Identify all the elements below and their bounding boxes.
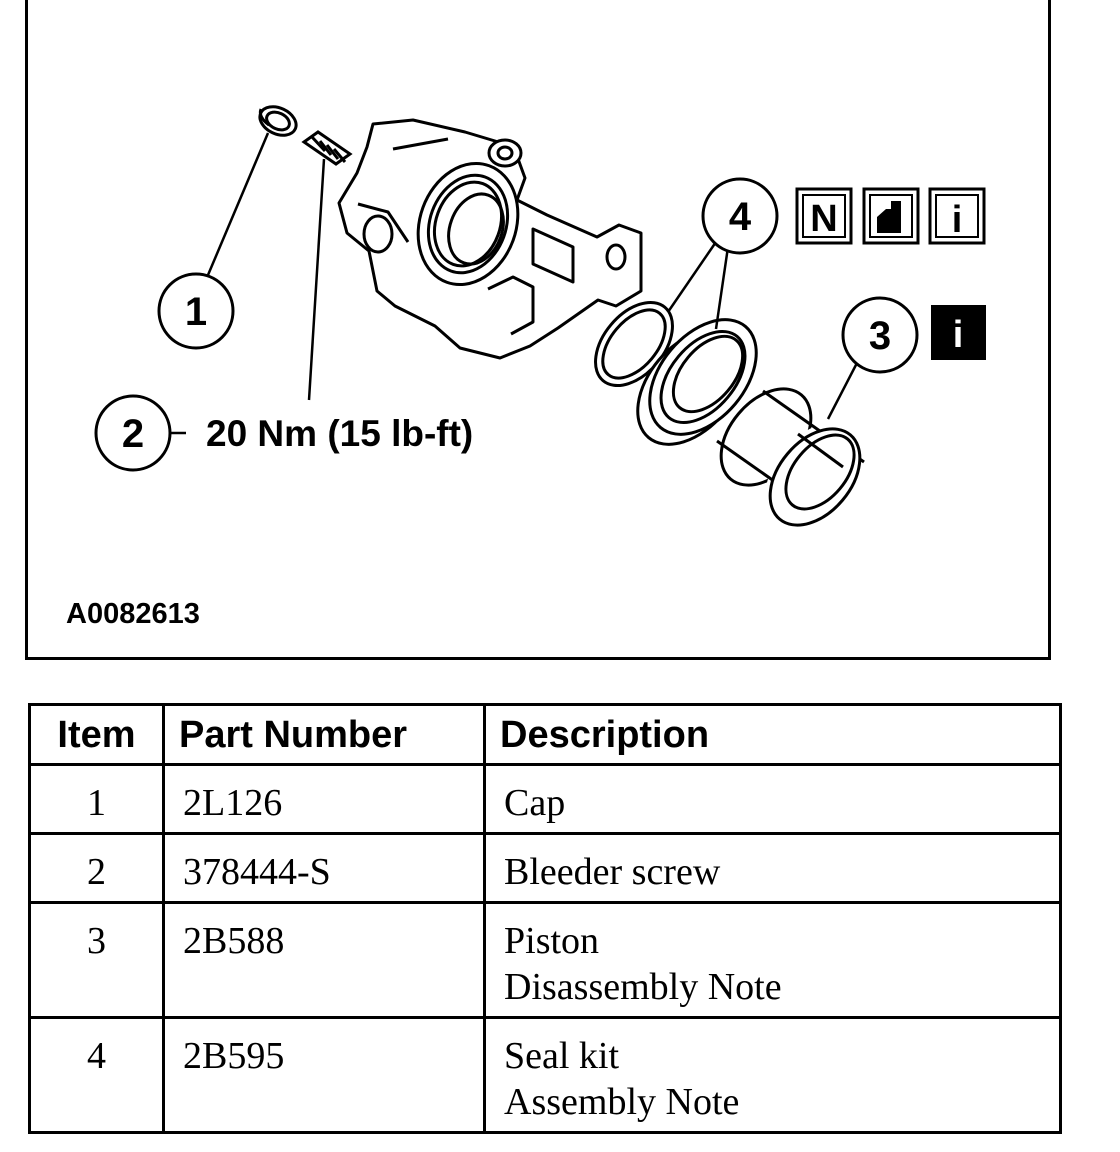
figure-id: A0082613	[66, 598, 200, 630]
new-part-symbol-box	[797, 189, 851, 243]
caliper-housing	[339, 120, 641, 358]
item-cell: 2	[30, 834, 164, 903]
table-header-row	[30, 705, 1061, 765]
description-cell	[485, 1018, 1061, 1133]
item-cell: 4	[30, 1018, 164, 1133]
description-line: Seal kit	[504, 1035, 620, 1077]
info-symbol-box	[930, 189, 984, 243]
table-row	[30, 903, 1061, 1018]
item-cell: 1	[30, 765, 164, 834]
diagram-frame	[25, 0, 1051, 660]
svg-text:4: 4	[728, 195, 752, 239]
svg-text:2: 2	[121, 412, 145, 456]
table-row	[30, 834, 1061, 903]
item-cell: 3	[30, 903, 164, 1018]
table-row	[30, 1018, 1061, 1133]
info-symbol-box-filled	[931, 305, 986, 360]
bleeder-screw-part	[304, 132, 350, 164]
description-cell	[485, 834, 1061, 903]
note-link[interactable]: Disassembly Note	[504, 966, 782, 1008]
description-line: Bleeder screw	[504, 851, 721, 893]
note-link[interactable]: Assembly Note	[504, 1081, 740, 1123]
svg-text:3: 3	[868, 314, 892, 358]
description-line: Cap	[504, 782, 566, 824]
svg-text:i: i	[952, 314, 964, 356]
cap-part	[255, 101, 300, 141]
description-cell	[485, 903, 1061, 1018]
part-number-cell: 2B595	[164, 1018, 485, 1133]
callout-4	[703, 179, 777, 253]
exploded-view-diagram	[28, 0, 1048, 657]
svg-text:1: 1	[184, 290, 208, 334]
parts-table	[28, 703, 1062, 1134]
description-line: Piston	[504, 920, 600, 962]
callout-2	[96, 396, 170, 470]
torque-spec-label: 20 Nm (15 lb-ft)	[206, 413, 474, 454]
header-part-number: Part Number	[164, 705, 485, 765]
callout-3	[843, 298, 917, 372]
svg-text:i: i	[951, 199, 963, 241]
part-number-cell: 2L126	[164, 765, 485, 834]
lubricate-icon	[864, 189, 918, 243]
svg-text:N: N	[810, 198, 838, 240]
table-row	[30, 765, 1061, 834]
part-number-cell: 2B588	[164, 903, 485, 1018]
part-number-cell: 378444-S	[164, 834, 485, 903]
header-item: Item	[30, 705, 164, 765]
callout-1	[159, 274, 233, 348]
description-cell	[485, 765, 1061, 834]
header-description: Description	[485, 705, 1061, 765]
